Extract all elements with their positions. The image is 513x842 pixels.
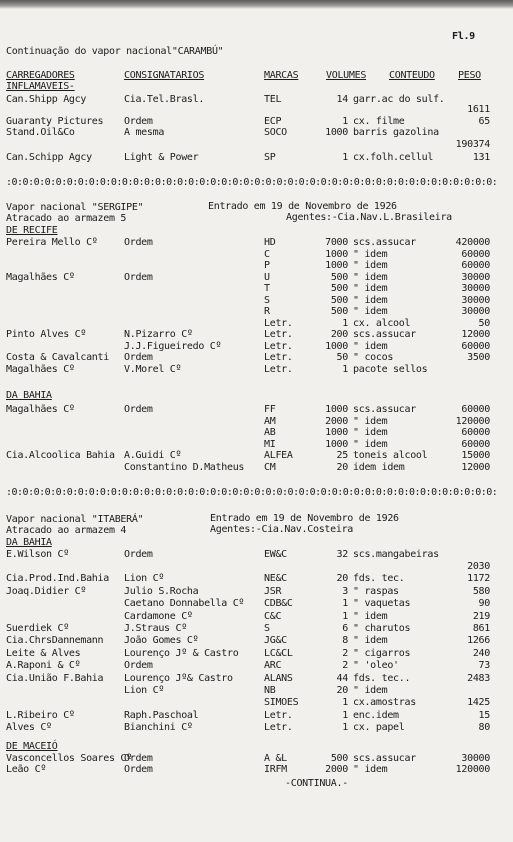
row-consignee: Raph.Paschoal [124, 709, 199, 721]
row-contents: " cocos [353, 352, 394, 363]
row-contents: " idem [353, 764, 388, 775]
row-weight: 861 [472, 623, 490, 634]
row-consignee: Ordem [124, 116, 153, 127]
row-volumes: 20 [336, 685, 348, 696]
row-mark: ALFEA [264, 450, 293, 461]
row-contents: enc.idem [353, 709, 399, 721]
row-weight: 73 [478, 660, 490, 672]
row-contents: " idem [353, 306, 388, 317]
row-consignee: Lourenço Jº& Castro [124, 672, 233, 684]
row-mark: P [264, 260, 270, 271]
row-mark: JSR [264, 585, 282, 597]
row-weight: 30000 [461, 271, 490, 283]
row-contents: " idem [353, 248, 388, 260]
row-mark: C [264, 248, 270, 260]
row-volumes: 500 [330, 753, 348, 764]
row-volumes: 500 [330, 271, 348, 283]
row-shipper: Cia.Prod.Ind.Bahia [6, 573, 109, 585]
row-consignee: Julio S.Rocha [124, 585, 199, 597]
row-consignee: Ordem [124, 764, 153, 775]
separator-line: :0:0:0:0:0:0:0:0:0:0:0:0:0:0:0:0:0:0:0:0:0:0:0:0:0:0:0:0:0:0:0:0:0:0:0:0:0:0:0:0:0:0:0:0: [6, 177, 498, 188]
row-weight: 3500 [467, 352, 490, 363]
row-weight: 420000 [455, 237, 490, 248]
row-contents: " idem [353, 294, 388, 306]
row-volumes: 1000 [325, 260, 348, 271]
row-contents: cx. alcool [353, 317, 411, 329]
row-weight: 131 [472, 152, 490, 163]
itabera-entry: Entrado em 19 de Novembro de 1926 [210, 513, 399, 524]
row-shipper: Magalhães Cº [6, 363, 75, 375]
row-weight: 60000 [461, 248, 490, 260]
row-volumes: 50 [336, 352, 348, 363]
itabera-origin-bahia: DA BAHIA [6, 537, 52, 548]
sergipe-origin-recife: DE RECIFE [6, 225, 58, 236]
row-contents: idem idem [353, 461, 405, 473]
row-weight: 12000 [461, 329, 490, 340]
row-contents: cx. filme [353, 116, 405, 127]
row-volumes: 8 [342, 635, 348, 647]
row-mark: A &L [264, 753, 287, 764]
row-mark: IRFM [264, 764, 287, 775]
row-shipper: Guaranty Pictures [6, 116, 104, 127]
row-contents: " idem [353, 415, 388, 427]
row-volumes: 1 [342, 116, 348, 127]
row-weight: 1425 [467, 697, 490, 709]
row-shipper: Costa & Cavalcanti [6, 352, 109, 363]
header-shippers: CARREGADORES [6, 70, 75, 81]
header-weight: PESO [458, 70, 481, 81]
row-mark: JG&C [264, 635, 287, 647]
row-contents: cx. papel [353, 722, 405, 734]
row-weight: 60000 [461, 260, 490, 271]
header-flammables: INFLAMAVEIS- [6, 81, 75, 92]
row-volumes: 1 [342, 598, 348, 610]
row-consignee: Cardamone Cº [124, 610, 193, 622]
row-contents: " idem [353, 438, 388, 450]
row-volumes: 1 [342, 709, 348, 721]
row-contents: " idem [353, 340, 388, 352]
row-volumes: 1 [342, 610, 348, 622]
row-mark: S [264, 294, 270, 306]
row-mark: SIMOES [264, 697, 299, 709]
scan-edge [0, 0, 513, 9]
row-mark: Letr. [264, 340, 293, 352]
row-mark: Letr. [264, 329, 293, 340]
row-volumes: 1 [342, 363, 348, 375]
header-contents: CONTEUDO [389, 70, 435, 81]
row-weight: 30000 [461, 306, 490, 317]
row-contents: " idem [353, 427, 388, 438]
row-mark: ECP [264, 116, 282, 127]
row-weight: 60000 [461, 404, 490, 415]
row-weight: 120000 [455, 764, 490, 775]
row-weight: 30000 [461, 294, 490, 306]
row-weight: 2030 [467, 561, 490, 572]
sergipe-docked: Atracado ao armazem 5 [6, 213, 127, 224]
row-weight: 15000 [461, 450, 490, 461]
separator-line-2: :0:0:0:0:0:0:0:0:0:0:0:0:0:0:0:0:0:0:0:0:0:0:0:0:0:0:0:0:0:0:0:0:0:0:0:0:0:0:0:0:0:0:0:0: [6, 487, 498, 498]
itabera-docked: Atracado ao armazem 4 [6, 525, 127, 536]
continue-note: -CONTINUA.- [285, 778, 348, 789]
row-shipper: Joaq.Didier Cº [6, 585, 87, 597]
row-shipper: L.Ribeiro Cº [6, 709, 75, 721]
row-shipper: Cia.Alcoolica Bahia [6, 450, 115, 461]
row-shipper: Leão Cº [6, 764, 47, 775]
row-shipper: E.Wilson Cº [6, 549, 69, 560]
row-consignee: João Gomes Cº [124, 635, 199, 647]
row-contents: " vaquetas [353, 598, 411, 610]
row-mark: CDB&C [264, 598, 293, 610]
row-consignee: Light & Power [124, 152, 199, 163]
row-mark: HD [264, 237, 276, 248]
row-weight: 90 [478, 598, 490, 610]
row-consignee: Ordem [124, 352, 153, 363]
row-shipper: Leite & Alves [6, 647, 81, 659]
sergipe-origin-bahia: DA BAHIA [6, 390, 52, 401]
row-mark: Letr. [264, 722, 293, 734]
row-mark: NB [264, 685, 276, 696]
row-volumes: 1000 [325, 248, 348, 260]
row-mark: FF [264, 404, 276, 415]
row-contents: garr.ac do sulf. [353, 94, 445, 105]
row-weight: 60000 [461, 438, 490, 450]
row-mark: LC&CL [264, 647, 293, 659]
row-volumes: 500 [330, 283, 348, 294]
row-volumes: 2 [342, 647, 348, 659]
row-volumes: 2 [342, 660, 348, 672]
row-consignee: Ordem [124, 271, 153, 283]
row-volumes: 1000 [325, 404, 348, 415]
row-mark: CM [264, 461, 276, 473]
row-volumes: 1000 [325, 427, 348, 438]
row-volumes: 1000 [325, 127, 348, 138]
row-volumes: 3 [342, 585, 348, 597]
row-contents: " idem [353, 635, 388, 647]
row-contents: fds. tec.. [353, 672, 411, 684]
row-weight: 60000 [461, 427, 490, 438]
row-contents: " 'oleo' [353, 660, 399, 672]
row-mark: Letr. [264, 709, 293, 721]
row-volumes: 1 [342, 317, 348, 329]
row-mark: Letr. [264, 363, 293, 375]
row-contents: " idem [353, 271, 388, 283]
row-mark: NE&C [264, 573, 287, 585]
row-volumes: 1000 [325, 438, 348, 450]
row-contents: fds. tec. [353, 573, 405, 585]
itabera-vessel: Vapor nacional "ITABERÁ" [6, 514, 144, 525]
page-number: Fl.9 [452, 31, 475, 42]
header-marks: MARCAS [264, 70, 299, 81]
row-mark: Letr. [264, 317, 293, 329]
row-contents: " idem [353, 260, 388, 271]
row-weight: 240 [472, 647, 490, 659]
row-mark: SP [264, 152, 276, 163]
row-weight: 190374 [455, 139, 490, 150]
row-shipper: Vasconcellos Soares Cº [6, 753, 132, 764]
row-weight: 15 [478, 709, 490, 721]
row-weight: 1266 [467, 635, 490, 647]
row-consignee: J.Straus Cº [124, 623, 187, 634]
row-weight: 120000 [455, 415, 490, 427]
row-weight: 219 [472, 610, 490, 622]
row-shipper: Magalhães Cº [6, 271, 75, 283]
row-contents: " cigarros [353, 647, 411, 659]
row-contents: scs.assucar [353, 329, 416, 340]
row-volumes: 14 [336, 94, 348, 105]
row-consignee: Ordem [124, 549, 153, 560]
sergipe-entry: Entrado em 19 de Novembro de 1926 [208, 201, 397, 212]
row-shipper: Cia.União F.Bahia [6, 672, 104, 684]
row-volumes: 1000 [325, 340, 348, 352]
row-volumes: 200 [330, 329, 348, 340]
row-consignee: Ordem [124, 660, 153, 672]
row-shipper: Pinto Alves Cº [6, 329, 87, 340]
row-weight: 65 [478, 116, 490, 127]
row-mark: U [264, 271, 270, 283]
sergipe-agents: Agentes:-Cia.Nav.L.Brasileira [286, 212, 452, 223]
row-weight: 80 [478, 722, 490, 734]
page-title: Continuação do vapor nacional"CARAMBÚ" [6, 46, 224, 57]
row-consignee: Ordem [124, 404, 153, 415]
row-mark: Letr. [264, 352, 293, 363]
row-volumes: 7000 [325, 237, 348, 248]
row-contents: pacote sellos [353, 363, 428, 375]
row-volumes: 2000 [325, 764, 348, 775]
row-weight: 1611 [467, 104, 490, 115]
sergipe-vessel: Vapor nacional "SERGIPE" [6, 202, 144, 213]
row-consignee: Lion Cº [124, 573, 165, 585]
row-contents: toneis alcool [353, 450, 428, 461]
row-consignee: N.Pizarro Cº [124, 329, 193, 340]
row-mark: AB [264, 427, 276, 438]
row-shipper: Can.Schipp Agcy [6, 152, 92, 163]
header-volumes: VOLUMES [326, 70, 367, 81]
row-shipper: Can.Shipp Agcy [6, 94, 87, 105]
row-shipper: Pereira Mello Cº [6, 237, 98, 248]
row-contents: " idem [353, 610, 388, 622]
row-weight: 12000 [461, 461, 490, 473]
row-consignee: Lion Cº [124, 685, 165, 696]
row-contents: " raspas [353, 585, 399, 597]
row-mark: SOCO [264, 127, 287, 138]
row-weight: 1172 [467, 573, 490, 585]
row-shipper: Magalhães Cº [6, 404, 75, 415]
row-consignee: Ordem [124, 753, 153, 764]
row-contents: cx.folh.cellul [353, 152, 434, 163]
row-contents: " idem [353, 685, 388, 696]
row-contents: " idem [353, 283, 388, 294]
row-volumes: 1 [342, 152, 348, 163]
row-contents: scs.mangabeiras [353, 549, 439, 560]
row-volumes: 20 [336, 573, 348, 585]
row-consignee: J.J.Figueiredo Cº [124, 340, 222, 352]
row-contents: barris gazolina [353, 127, 439, 138]
row-mark: S [264, 623, 270, 634]
row-volumes: 6 [342, 623, 348, 634]
row-mark: AM [264, 415, 276, 427]
row-shipper: Cia.ChrsDannemann [6, 635, 104, 647]
row-volumes: 2000 [325, 415, 348, 427]
row-contents: " charutos [353, 623, 411, 634]
row-mark: MI [264, 438, 276, 450]
row-shipper: Alves Cº [6, 722, 52, 734]
row-volumes: 1 [342, 697, 348, 709]
row-consignee: Cia.Tel.Brasl. [124, 94, 205, 105]
row-consignee: Caetano Donnabella Cº [124, 598, 245, 610]
row-mark: ALANS [264, 672, 293, 684]
row-consignee: Lourenço Jº & Castro [124, 647, 239, 659]
row-consignee: A.Guidi Cº [124, 450, 182, 461]
row-mark: EW&C [264, 549, 287, 560]
row-volumes: 20 [336, 461, 348, 473]
row-shipper: A.Raponi & Cº [6, 660, 81, 672]
row-mark: ARC [264, 660, 282, 672]
row-contents: scs.assucar [353, 237, 416, 248]
itabera-agents: Agentes:-Cia.Nav.Costeira [210, 524, 354, 535]
row-weight: 580 [472, 585, 490, 597]
row-mark: T [264, 283, 270, 294]
row-volumes: 1 [342, 722, 348, 734]
row-consignee: Constantino D.Matheus [124, 461, 245, 473]
row-volumes: 32 [336, 549, 348, 560]
row-contents: scs.assucar [353, 753, 416, 764]
row-consignee: V.Morel Cº [124, 363, 182, 375]
row-consignee: Ordem [124, 237, 153, 248]
row-mark: C&C [264, 610, 282, 622]
header-consignees: CONSIGNATARIOS [124, 70, 205, 81]
row-volumes: 25 [336, 450, 348, 461]
itabera-origin-maceio: DE MACEIÓ [6, 741, 58, 752]
row-mark: R [264, 306, 270, 317]
row-weight: 30000 [461, 283, 490, 294]
row-shipper: Suerdiek Cº [6, 623, 69, 634]
row-contents: cx.amostras [353, 697, 416, 709]
row-weight: 2483 [467, 672, 490, 684]
row-weight: 50 [478, 317, 490, 329]
row-consignee: A mesma [124, 127, 165, 138]
row-volumes: 44 [336, 672, 348, 684]
row-consignee: Bianchini Cº [124, 722, 193, 734]
row-mark: TEL [264, 94, 282, 105]
row-weight: 60000 [461, 340, 490, 352]
row-volumes: 500 [330, 306, 348, 317]
row-volumes: 500 [330, 294, 348, 306]
row-contents: scs.assucar [353, 404, 416, 415]
row-shipper: Stand.Oil&Co [6, 127, 75, 138]
row-weight: 30000 [461, 753, 490, 764]
